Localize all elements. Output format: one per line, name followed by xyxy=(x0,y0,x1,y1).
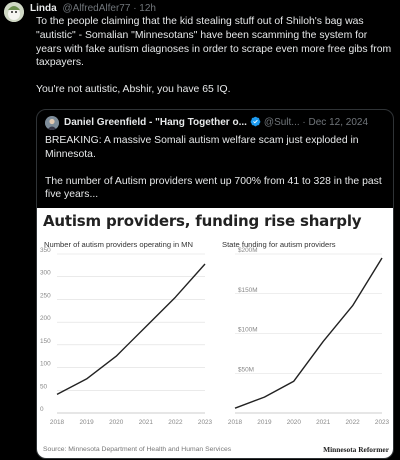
quoted-paragraph-2: The number of Autism providers went up 700% from 41 to 328 in the past five years... xyxy=(45,175,382,201)
post-paragraph-2: You're not autistic, Abshir, you have 65 IQ. xyxy=(36,84,231,96)
left-x-tick-label: 2022 xyxy=(168,419,183,426)
quoted-author-name[interactable]: Daniel Greenfield - "Hang Together o... xyxy=(64,117,247,128)
right-x-tick-label: 2022 xyxy=(345,419,360,426)
right-x-tick-label: 2023 xyxy=(374,419,390,426)
avatar-image-icon xyxy=(45,116,59,130)
chart-image[interactable] xyxy=(37,208,394,459)
right-y-tick-label: $200M xyxy=(238,247,258,254)
quoted-post-header xyxy=(64,116,390,129)
author-avatar[interactable] xyxy=(4,2,24,22)
left-y-tick-label: 100 xyxy=(40,360,51,368)
left-y-tick-label: 300 xyxy=(40,269,51,277)
avatar-image-icon xyxy=(4,2,24,22)
right-chart-subtitle: State funding for autism providers xyxy=(222,240,336,249)
left-y-tick-label: 250 xyxy=(40,292,51,300)
left-y-tick-label: 150 xyxy=(40,337,51,345)
chart-title: Autism providers, funding rise sharply xyxy=(43,212,362,230)
right-x-tick-label: 2020 xyxy=(286,419,301,426)
chart-brand: Minnesota Reformer xyxy=(323,445,389,454)
left-y-tick-label: 350 xyxy=(40,247,51,254)
author-handle[interactable]: @AlfredAlfer77 · 12h xyxy=(62,3,156,14)
right-y-tick-label: $50M xyxy=(238,366,254,374)
post-header xyxy=(30,3,156,15)
left-chart-subtitle: Number of autism providers operating in MN xyxy=(44,240,193,249)
left-y-tick-label: 0 xyxy=(40,406,44,413)
left-x-tick-label: 2018 xyxy=(49,419,65,426)
quoted-author-avatar[interactable] xyxy=(45,116,59,130)
right-y-tick-label: $100M xyxy=(238,326,258,334)
left-x-tick-label: 2020 xyxy=(109,419,124,426)
quoted-post-text xyxy=(45,134,385,202)
post-text xyxy=(36,15,394,97)
charts-svg xyxy=(37,208,394,459)
right-x-tick-label: 2018 xyxy=(227,419,243,426)
right-x-tick-label: 2019 xyxy=(257,419,272,426)
left-y-tick-label: 50 xyxy=(40,383,48,391)
right-y-tick-label: $150M xyxy=(238,286,258,294)
left-x-tick-label: 2019 xyxy=(79,419,94,426)
quoted-paragraph-1: BREAKING: A massive Somali autism welfare scam just exploded in Minnesota. xyxy=(45,135,359,160)
author-name[interactable]: Linda xyxy=(30,3,57,14)
left-series-line xyxy=(57,264,205,394)
left-y-tick-label: 200 xyxy=(40,315,51,323)
left-x-tick-label: 2023 xyxy=(197,419,213,426)
chart-source: Source: Minnesota Department of Health and Human Services xyxy=(43,446,232,453)
quoted-post[interactable] xyxy=(36,109,394,459)
verified-badge-icon xyxy=(250,116,261,127)
post-paragraph-1: To the people claiming that the kid stealing stuff out of Shiloh's bag was "autistic" - Somalian "Minnesotans" have been scamming the system for years with fake autism diagnoses in order to scrape even more free gibs from taxpayers. xyxy=(36,16,392,69)
left-x-tick-label: 2021 xyxy=(138,419,153,426)
quoted-author-handle[interactable]: @Sult... · Dec 12, 2024 xyxy=(263,117,369,128)
right-x-tick-label: 2021 xyxy=(316,419,331,426)
